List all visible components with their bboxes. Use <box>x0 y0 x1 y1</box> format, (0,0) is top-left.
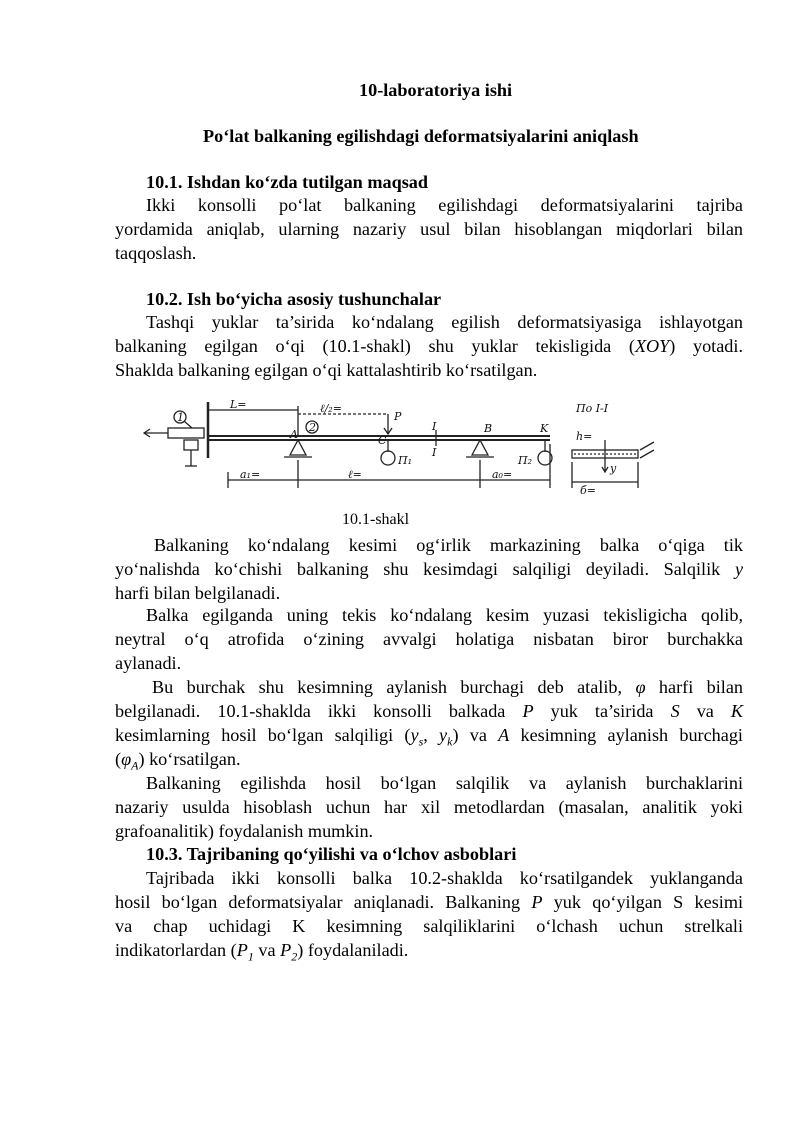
figure-label: L= <box>230 400 247 411</box>
figure-label: a₁= <box>240 468 261 481</box>
beam-diagram-figure <box>140 400 660 500</box>
figure-label: 2 <box>309 421 316 434</box>
figure-label: P <box>394 410 402 423</box>
paragraph-line: Tajribada ikki konsolli balka 10.2-shaklda ko‘rsatilgandek yuklanganda <box>146 868 743 888</box>
paragraph-line: hosil bo‘lgan deformatsiyalar aniqlanadi. Balkaning P yuk qo‘yilgan S kesimi <box>115 892 744 912</box>
figure-label: 1 <box>177 411 184 424</box>
figure-label: h= <box>576 430 593 443</box>
figure-label: I <box>432 446 437 459</box>
figure-label: C <box>378 434 387 447</box>
paragraph-line: Ikki konsolli po‘lat balkaning egilishdagi deformatsiyalarini tajriba <box>146 195 743 215</box>
paragraph-line: taqqoslash. <box>115 243 197 263</box>
figure-label: П₁ <box>398 454 413 467</box>
section-heading-10-1: 10.1. Ishdan ko‘zda tutilgan maqsad <box>146 172 428 192</box>
paragraph-line: Balkaning ko‘ndalang kesimi og‘irlik markazining balka o‘qiga tik <box>154 535 743 555</box>
paragraph-line: indikatorlardan ($P_1$ va $P_2$) foydalaniladi. <box>115 940 409 964</box>
paragraph-line: Shaklda balkaning egilgan o‘qi kattalashtirib ko‘rsatilgan. <box>115 360 538 380</box>
paragraph-line: neytral o‘q atrofida o‘zining avvalgi holatiga nisbatan biror burchakka <box>115 629 743 649</box>
paragraph-line: kesimlarning hosil bo‘lgan salqiligi ($y_s$, $y_k$) va A kesimning aylanish burchagi <box>115 725 743 749</box>
paragraph-line: harfi bilan belgilanadi. <box>115 583 281 603</box>
figure-label: I <box>432 420 437 433</box>
figure-label: б= <box>580 484 596 497</box>
paragraph-line: aylanadi. <box>115 653 182 673</box>
section-heading-10-2: 10.2. Ish bo‘yicha asosiy tushunchalar <box>146 289 442 309</box>
figure-label: B <box>484 422 493 435</box>
lab-title: 10-laboratoriya ishi <box>359 80 513 100</box>
paragraph-line: yordamida aniqlab, ularning nazariy usul bilan hisoblangan miqdorlari bilan <box>115 219 743 239</box>
figure-label: y <box>610 462 617 475</box>
figure-label: A <box>290 428 298 441</box>
figure-label: ℓ= <box>348 468 362 481</box>
paragraph-line: Balkaning egilishda hosil bo‘lgan salqilik va aylanish burchaklarini <box>146 773 743 793</box>
paragraph-line: balkaning egilgan o‘qi (10.1-shakl) shu yuklar tekisligida (XOY) yotadi. <box>115 336 743 356</box>
figure-label: a₀= <box>492 468 513 481</box>
lab-subtitle: Po‘lat balkaning egilishdagi deformatsiyalarini aniqlash <box>203 126 639 146</box>
figure-label: K <box>540 422 549 435</box>
paragraph-line: grafoanalitik) foydalanish mumkin. <box>115 821 374 841</box>
paragraph-line: $(\varphi_A)$ ko‘rsatilgan. <box>115 749 241 773</box>
section-heading-10-3: 10.3. Tajribaning qo‘yilishi va o‘lchov asboblari <box>146 844 517 864</box>
paragraph-line: Balka egilganda uning tekis ko‘ndalang kesim yuzasi tekisligicha qolib, <box>146 605 743 625</box>
paragraph-line: belgilanadi. 10.1-shaklda ikki konsolli balkada P yuk ta’sirida S va K <box>115 701 744 721</box>
paragraph-line: Bu burchak shu kesimning aylanish burchagi deb atalib, φ harfi bilan <box>152 677 744 697</box>
figure-label: П₂ <box>518 454 533 467</box>
paragraph-line: Tashqi yuklar ta’sirida ko‘ndalang egilish deformatsiyasiga ishlayotgan <box>146 312 743 332</box>
figure-caption: 10.1-shakl <box>342 511 410 528</box>
paragraph-line: nazariy usulda hisoblash uchun har xil metodlardan (masalan, analitik yoki <box>115 797 743 817</box>
figure-label: ℓ/₂= <box>320 402 342 415</box>
paragraph-line: va chap uchidagi K kesimning salqiliklarini o‘lchash uchun strelkali <box>115 916 743 936</box>
beam-diagram <box>140 400 660 500</box>
paragraph-line: yo‘nalishda ko‘chishi balkaning shu kesimdagi salqiligi deyiladi. Salqilik y <box>115 559 744 579</box>
figure-label: По I-I <box>576 402 609 415</box>
